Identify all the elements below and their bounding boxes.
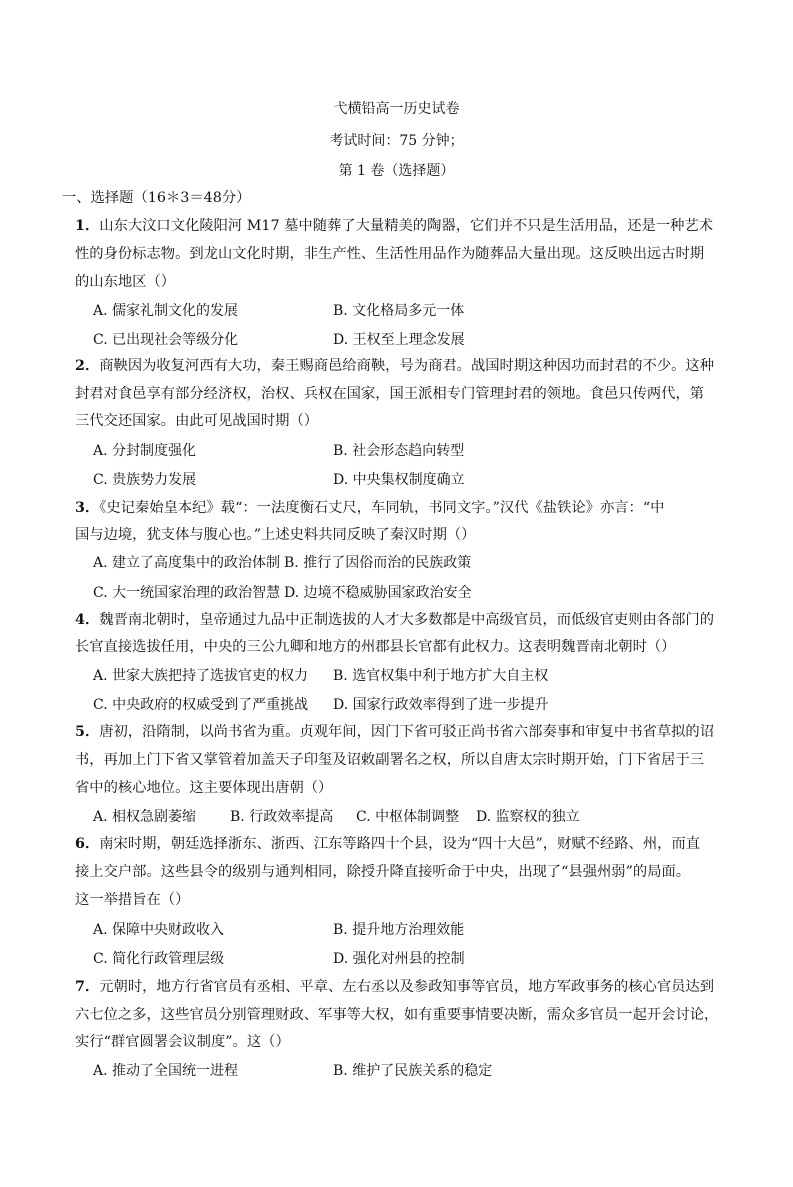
exam-title: 弋横铅高一历史试卷: [333, 101, 460, 117]
question-4-option-c[interactable]: C. 中央政府的权威受到了严重挑战: [93, 697, 309, 713]
question-6-line-1: 6．南宋时期，朝廷选择浙东、浙西、江东等路四十个县，设为“四十大邑”，财赋不经路、州，而直: [75, 836, 701, 852]
question-3-option-d[interactable]: D. 边境不稳威胁国家政治安全: [284, 585, 472, 601]
question-3-line-2: 国与边境，犹支体与腹心也。”上述史料共同反映了秦汉时期（）: [75, 527, 476, 543]
exam-volume: 第 1 卷（选择题）: [338, 163, 455, 179]
question-5-option-c[interactable]: C. 中枢体制调整: [356, 809, 460, 825]
question-2-option-b[interactable]: B. 社会形态趋向转型: [333, 443, 465, 459]
question-3-option-a[interactable]: A. 建立了高度集中的政治体制: [93, 555, 281, 571]
question-1-option-c[interactable]: C. 已出现社会等级分化: [93, 332, 239, 348]
exam-time: 考试时间：75 分钟；: [329, 133, 464, 149]
question-5-line-1: 5．唐初，沿隋制，以尚书省为重。贞观年间，因门下省可驳正尚书省六部奏事和审复中书省草拟的诏: [75, 724, 715, 740]
question-7-line-1: 7．元朝时，地方行省官员有丞相、平章、左右丞以及参政知事等官员，地方军政事务的核心官员达到: [75, 979, 715, 995]
question-1-option-d[interactable]: D. 王权至上理念发展: [333, 332, 465, 348]
question-2-line-3: 三代交还国家。由此可见战国时期（）: [75, 413, 319, 429]
question-3-option-b[interactable]: B. 推行了因俗而治的民族政策: [284, 555, 472, 571]
question-1-line-1: 1．山东大汶口文化陵阳河 M17 墓中随葬了大量精美的陶器，它们并不只是生活用品，还是一种艺术: [75, 218, 714, 234]
question-2-option-d[interactable]: D. 中央集权制度确立: [333, 472, 465, 488]
question-6-option-a[interactable]: A. 保障中央财政收入: [93, 922, 225, 938]
question-7-line-2: 六七位之多，这些官员分别管理财政、军事等大权，如有重要事情要决断，需众多官员一起开会讨论，: [75, 1007, 719, 1023]
question-5-option-b[interactable]: B. 行政效率提高: [230, 809, 334, 825]
question-3-line-1: 3．《史记秦始皇本纪》载“：一法度衡石丈尺，车同轨，书同文字。”汉代《盐铁论》亦言：“中: [75, 500, 665, 516]
question-4-line-2: 长官直接选拔任用，中央的三公九卿和地方的州郡县长官都有此权力。这表明魏晋南北朝时（）: [75, 639, 676, 655]
question-1-option-b[interactable]: B. 文化格局多元一体: [333, 303, 465, 319]
question-2-option-a[interactable]: A. 分封制度强化: [93, 443, 197, 459]
question-5-option-a[interactable]: A. 相权急剧萎缩: [93, 809, 197, 825]
question-6-line-3: 这一举措旨在（）: [75, 892, 190, 908]
question-4-option-b[interactable]: B. 选官权集中利于地方扩大自主权: [333, 668, 549, 684]
question-4-option-d[interactable]: D. 国家行政效率得到了进一步提升: [333, 697, 549, 713]
question-5-option-d[interactable]: D. 监察权的独立: [476, 809, 580, 825]
question-1-line-3: 的山东地区（）: [75, 274, 176, 290]
question-2-line-2: 封君对食邑享有部分经济权，治权、兵权在国家，国王派相专门管理封君的领地。食邑只传两代，第: [75, 386, 705, 402]
question-6-option-b[interactable]: B. 提升地方治理效能: [333, 922, 465, 938]
question-number: 3．: [75, 500, 100, 516]
question-number: 5．: [75, 724, 100, 740]
question-1-option-a[interactable]: A. 儒家礼制文化的发展: [93, 303, 239, 319]
question-5-line-2: 书，再加上门下省又掌管着加盖天子印玺及诏敕副署名之权，所以自唐太宗时期开始，门下省居于三: [75, 752, 705, 768]
question-2-option-c[interactable]: C. 贵族势力发展: [93, 472, 197, 488]
question-3-option-c[interactable]: C. 大一统国家治理的政治智慧: [93, 585, 281, 601]
question-7-line-3: 实行“群官圆署会议制度”。这（）: [75, 1034, 290, 1050]
question-number: 1．: [75, 218, 100, 234]
question-7-option-b[interactable]: B. 维护了民族关系的稳定: [333, 1063, 493, 1079]
question-1-line-2: 性的身份标志物。到龙山文化时期，非生产性、生活性用品作为随葬品大量出现。这反映出远古时期: [75, 246, 705, 262]
question-4-line-1: 4．魏晋南北朝时，皇帝通过九品中正制选拔的人才大多数都是中高级官员，而低级官吏则由各部门的: [75, 612, 715, 628]
section-heading: 一、选择题（16＊3＝48分）: [62, 190, 251, 206]
question-2-line-1: 2．商鞅因为收复河西有大功，秦王赐商邑给商鞅，号为商君。战国时期这种因功而封君的不少。这种: [75, 358, 715, 374]
question-6-option-d[interactable]: D. 强化对州县的控制: [333, 951, 465, 967]
question-number: 7．: [75, 979, 100, 995]
question-5-line-3: 省中的核心地位。这主要体现出唐朝（）: [75, 780, 333, 796]
question-number: 2．: [75, 358, 100, 374]
question-4-option-a[interactable]: A. 世家大族把持了选拔官吏的权力: [93, 668, 309, 684]
question-number: 4．: [75, 612, 100, 628]
question-number: 6．: [75, 836, 100, 852]
question-7-option-a[interactable]: A. 推动了全国统一进程: [93, 1063, 239, 1079]
question-6-line-2: 接上交户部。这些县令的级别与通判相同，除授升降直接听命于中央，出现了“县强州弱”的局面。: [75, 864, 691, 880]
question-6-option-c[interactable]: C. 简化行政管理层级: [93, 951, 225, 967]
